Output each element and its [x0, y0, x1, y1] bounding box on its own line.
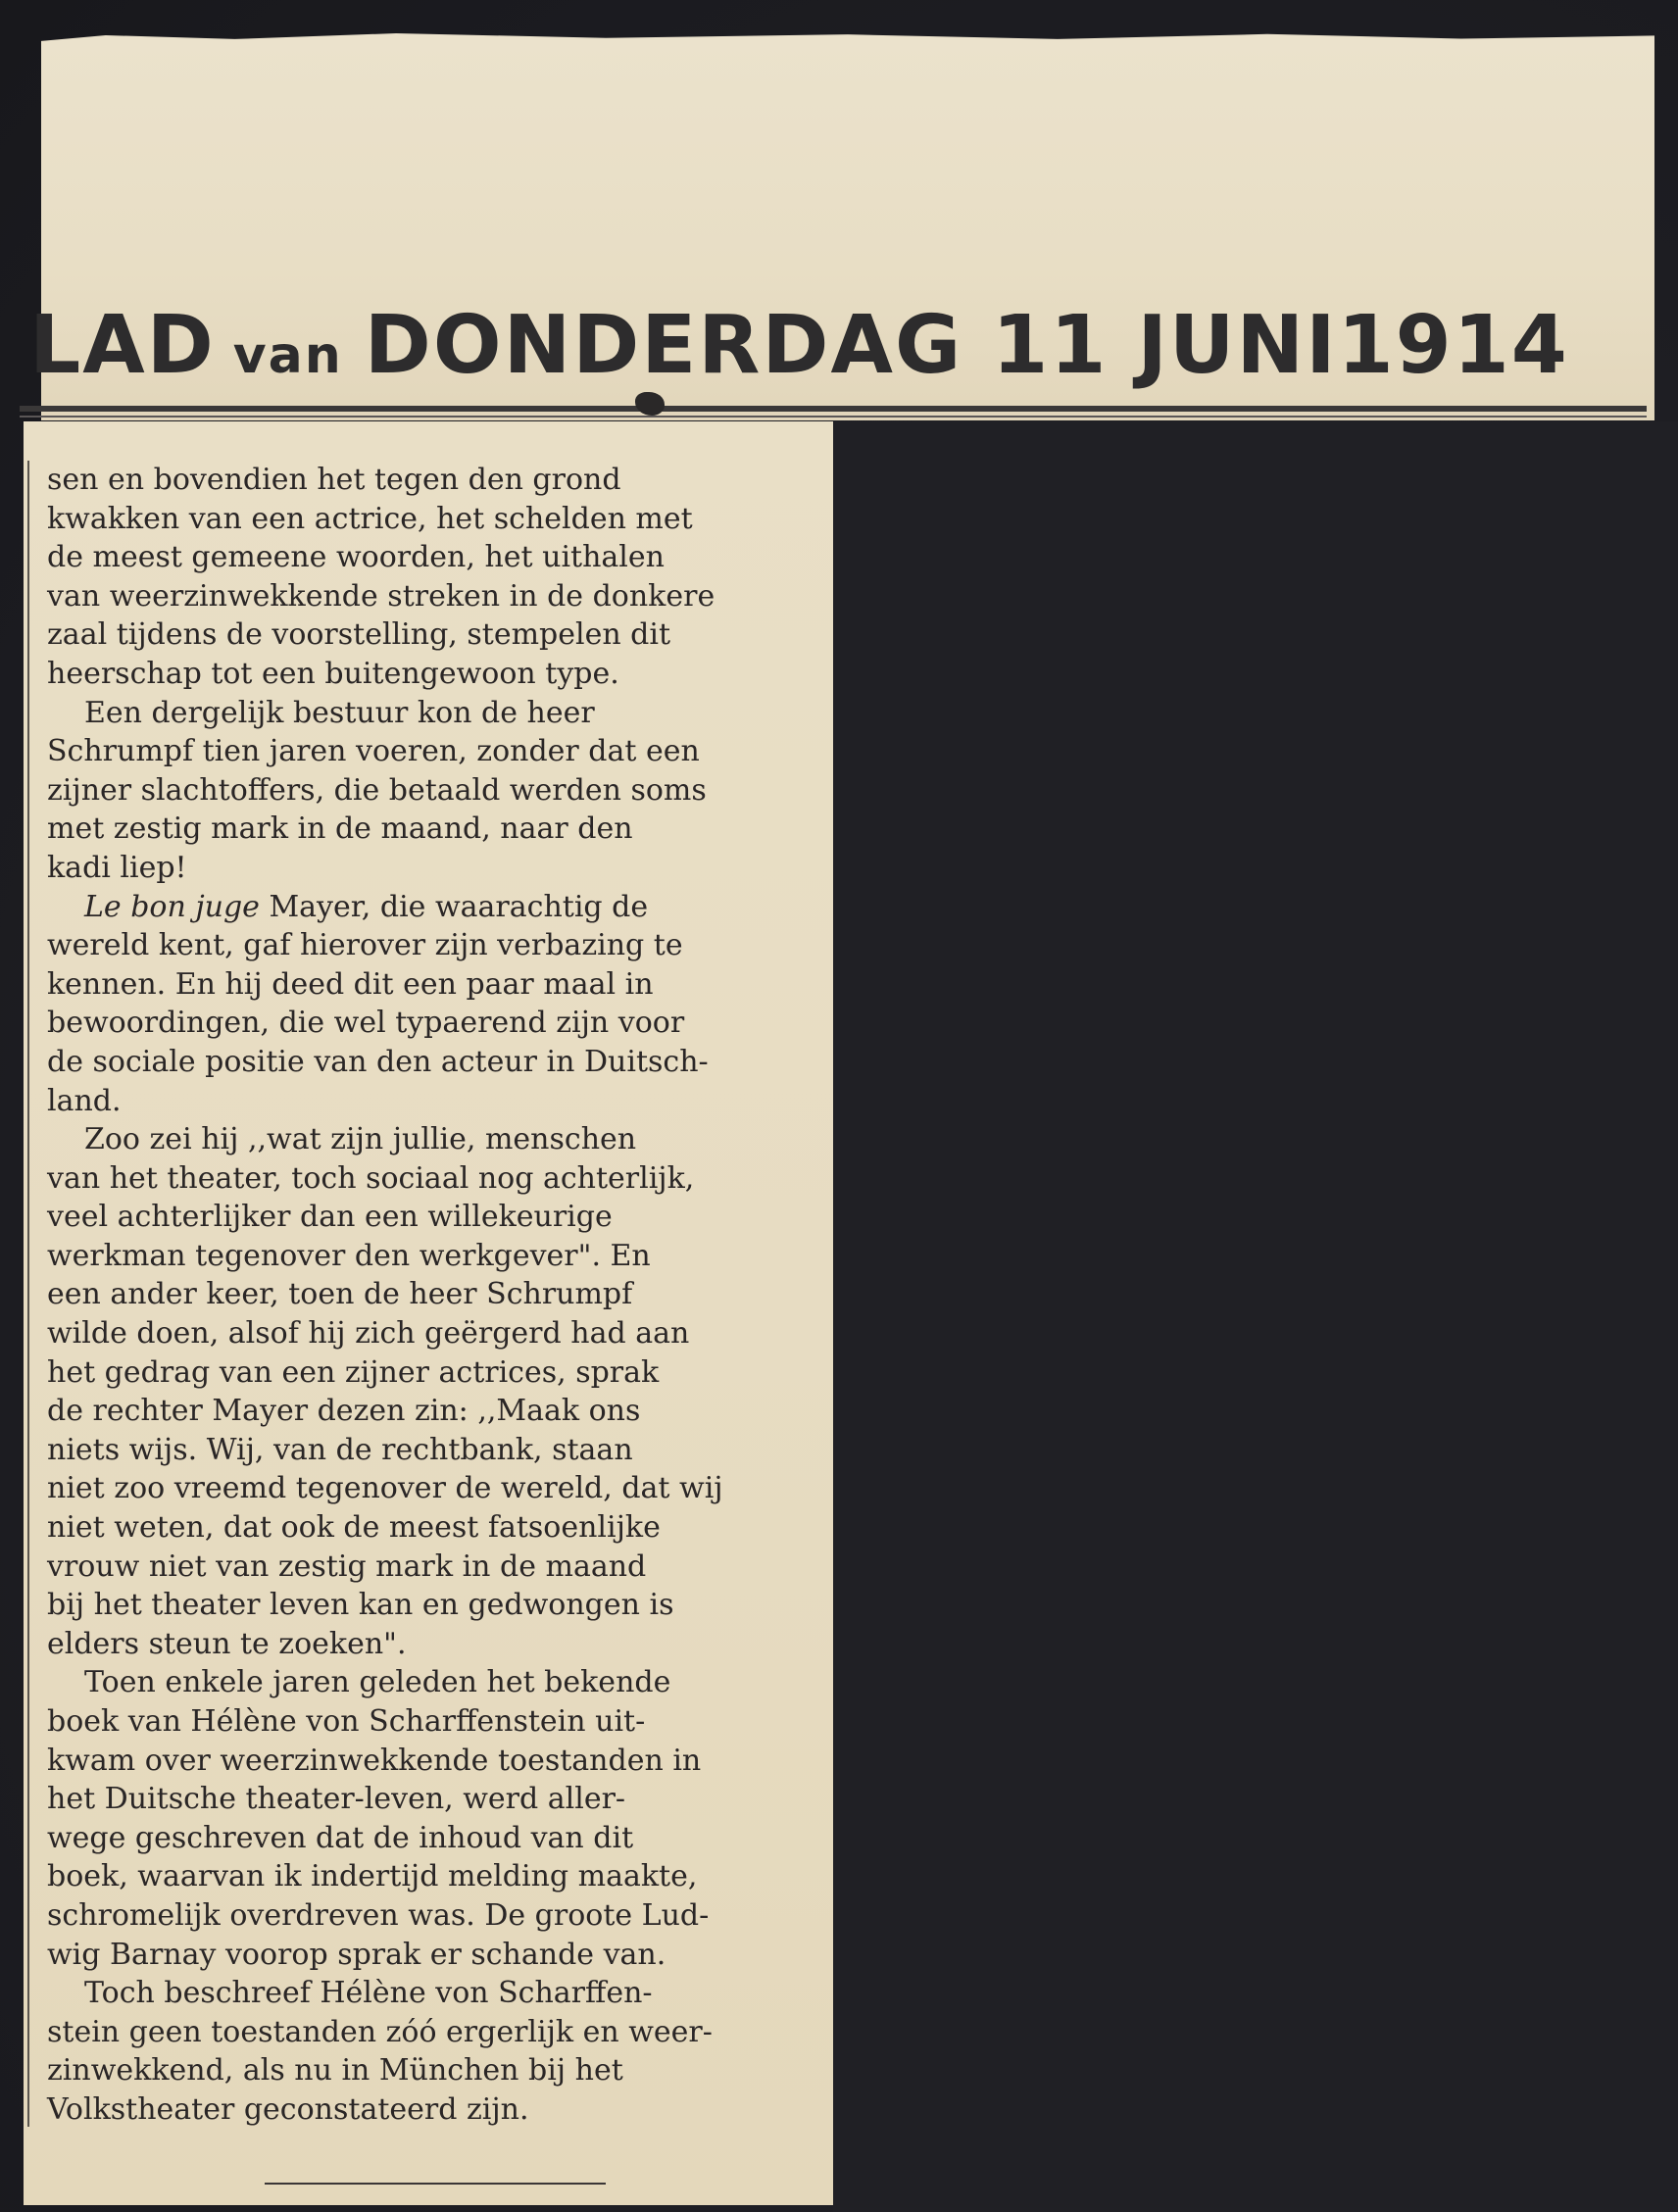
text-line: de meest gemeene woorden, het uithalen — [47, 540, 665, 575]
text-line: Volkstheater geconstateerd zijn. — [47, 2091, 529, 2127]
text-line: bewoordingen, die wel typaerend zijn voor — [47, 1006, 685, 1041]
text-line: de sociale positie van den acteur in Duitsch- — [47, 1044, 709, 1079]
article-end-rule — [265, 2183, 606, 2185]
text-line: het Duitsche theater-leven, werd aller- — [47, 1782, 626, 1817]
paragraph-4 — [47, 1120, 810, 1663]
text-line: werkman tegenover den werkgever". En — [47, 1238, 651, 1273]
text-line: een ander keer, toen de heer Schrumpf — [47, 1277, 633, 1312]
masthead-part2: van — [232, 326, 343, 385]
column-left-border — [27, 461, 29, 2127]
masthead-rule-thin — [20, 416, 1647, 418]
text-line: van weerzinwekkende streken in de donkere — [47, 578, 716, 614]
text-span: Mayer, die waarachtig de — [259, 889, 649, 924]
text-line: kwakken van een actrice, het schelden met — [47, 501, 693, 536]
dark-scan-area — [833, 421, 1678, 2212]
paragraph-5 — [47, 1663, 810, 1974]
text-line: kwam over weerzinwekkende toestanden in — [47, 1743, 702, 1778]
paragraph-1 — [47, 461, 810, 694]
text-line: schromelijk overdreven was. De groote Lud- — [47, 1897, 710, 1933]
text-line: niet weten, dat ook de meest fatsoenlijke — [47, 1510, 661, 1546]
text-line: vrouw niet van zestig mark in de maand — [47, 1548, 647, 1584]
text-line: met zestig mark in de maand, naar den — [47, 811, 633, 847]
text-line: zijner slachtoffers, die betaald werden soms — [47, 772, 707, 808]
text-line: elders steun te zoeken". — [47, 1626, 407, 1661]
text-line: wege geschreven dat de inhoud van dit — [47, 1820, 634, 1855]
text-line: niets wijs. Wij, van de rechtbank, staan — [47, 1432, 633, 1467]
text-line: van het theater, toch sociaal nog achterlijk, — [47, 1160, 695, 1196]
text-line: Zoo zei hij ,,wat zijn jullie, menschen — [84, 1122, 637, 1157]
text-line: wilde doen, alsof hij zich geërgerd had aan — [47, 1316, 690, 1352]
paragraph-6 — [47, 1974, 810, 2129]
newspaper-masthead — [29, 299, 1676, 392]
text-line: zaal tijdens de voorstelling, stempelen dit — [47, 617, 671, 653]
masthead-part1: LAD — [29, 299, 216, 392]
text-line: de rechter Mayer dezen zin: ,,Maak ons — [47, 1394, 641, 1429]
text-line: stein geen toestanden zóó ergerlijk en weer- — [47, 2014, 713, 2049]
italic-phrase: Le bon juge — [84, 889, 260, 924]
text-line: wereld kent, gaf hierover zijn verbazing te — [47, 928, 683, 963]
article-text — [47, 461, 810, 2130]
text-line: boek, waarvan ik indertijd melding maakte, — [47, 1859, 698, 1894]
text-line — [47, 888, 810, 927]
text-line: veel achterlijker dan een willekeurige — [47, 1200, 613, 1235]
text-line: Schrumpf tien jaren voeren, zonder dat een — [47, 734, 700, 769]
text-line: sen en bovendien het tegen den grond — [47, 463, 621, 497]
text-line: heerschap tot een buitengewoon type. — [47, 656, 619, 691]
masthead-part6: 1914 — [1337, 299, 1569, 392]
text-line: land. — [47, 1083, 122, 1118]
masthead-part4: 11 — [992, 299, 1109, 392]
text-line: kennen. En hij deed dit een paar maal in — [47, 966, 654, 1002]
text-line: kadi liep! — [47, 850, 187, 885]
paragraph-2 — [47, 694, 810, 888]
text-line: boek van Hélène von Scharffenstein uit- — [47, 1704, 646, 1739]
masthead-rule-thick — [20, 406, 1647, 412]
text-line: bij het theater leven kan en gedwongen is — [47, 1588, 674, 1623]
text-line: niet zoo vreemd tegenover de wereld, dat wij — [47, 1471, 723, 1506]
text-line: zinwekkend, als nu in München bij het — [47, 2053, 623, 2089]
text-line: het gedrag van een zijner actrices, sprak — [47, 1354, 660, 1390]
masthead-part3: DONDERDAG — [364, 299, 963, 392]
paragraph-3 — [47, 888, 810, 1121]
text-line: wig Barnay voorop sprak er schande van. — [47, 1937, 666, 1972]
text-line: Toen enkele jaren geleden het bekende — [84, 1665, 671, 1700]
text-line: Toch beschreef Hélène von Scharffen- — [84, 1976, 653, 2011]
text-line: Een dergelijk bestuur kon de heer — [84, 695, 595, 730]
masthead-part5: JUNI — [1137, 299, 1338, 392]
